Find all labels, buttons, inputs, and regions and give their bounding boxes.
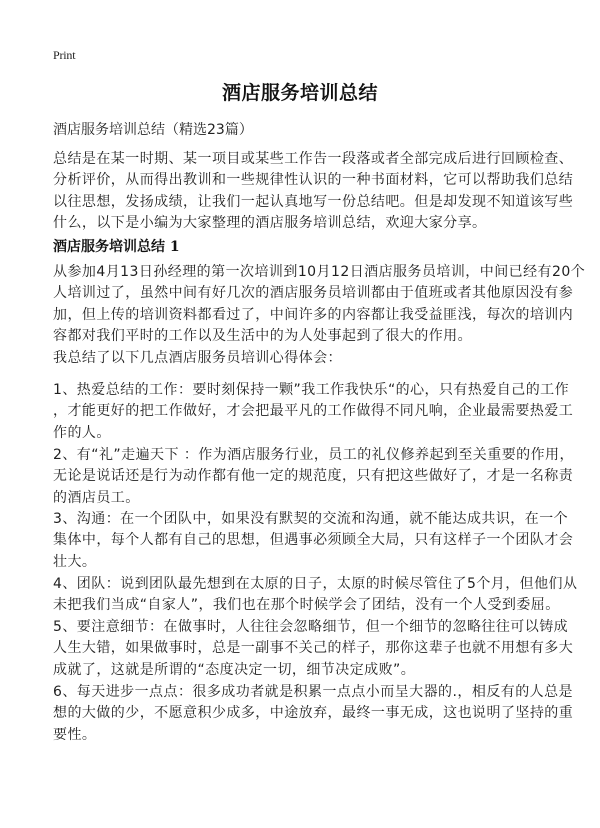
document-subtitle: 酒店服务培训总结（精选23篇） — [53, 122, 253, 138]
paragraph-line: 作的人。 — [53, 424, 111, 441]
paragraph-line: ，才能更好的把工作做好，才会把最平凡的工作做得不同凡响，企业最需要热爱工 — [53, 403, 574, 420]
paragraph-line: 3、沟通：在一个团队中，如果没有默契的交流和沟通，就不能达成共识，在一个 — [53, 511, 569, 527]
list-item-4 — [53, 574, 578, 617]
paragraph-line: 未把我们当成“自家人”，我们也在那个时候学会了团结，没有一个人受到委屈。 — [53, 597, 560, 614]
document-title: 酒店服务培训总结 — [221, 82, 378, 104]
paragraph-line: 的酒店员工。 — [53, 489, 140, 506]
paragraph-line: 无论是说话还是行为动作都有他一定的规范度，只有把这些做好了，才是一名称责 — [53, 468, 574, 485]
section-paragraph-experience — [53, 262, 586, 347]
paragraph-line: 人培训过了，虽然中间有好几次的酒店服务员培训都由于值班或者其他原因没有参 — [53, 285, 574, 302]
paragraph-line: 从参加4月13日孙经理的第一次培训到10月12日酒店服务员培训，中间已经有20个 — [53, 264, 586, 280]
paragraph-line: 我总结了以下几点酒店服务员培训心得体会： — [53, 350, 342, 366]
list-item-1 — [53, 380, 573, 444]
intro-paragraph — [53, 149, 573, 234]
paragraph-line: 人生大错，如果做事时，总是一副事不关己的样子，那你这辈子也就不用想有多大 — [53, 640, 574, 657]
paragraph-line: 6、每天进步一点点：很多成功者就是积累一点点小而呈大器的.，相反有的人总是 — [53, 684, 574, 700]
intro-line: 什么，以下是小编为大家整理的酒店服务培训总结，欢迎大家分享。 — [53, 214, 487, 231]
intro-line: 总结是在某一时期、某一项目或某些工作告一段落或者全部完成后进行回顾检查、 — [53, 151, 574, 167]
paragraph-line: 成就了，这就是所谓的“态度决定一切，细节决定成败”。 — [53, 661, 416, 678]
paragraph-line: 2、有“礼”走遍天下 ：作为酒店服务行业，员工的礼仪修养起到至关重要的作用， — [53, 447, 574, 463]
section-heading: 酒店服务培训总结 1 — [53, 239, 180, 255]
list-item-6 — [53, 682, 573, 746]
paragraph-line: 壮大。 — [53, 553, 97, 570]
paragraph-line: 要性。 — [53, 726, 97, 743]
section-paragraph-summary-intro — [53, 348, 573, 369]
paragraph-line: 集体中，每个人都有自己的思想，但遇事必须顾全大局，只有这样子一个团队才会 — [53, 532, 574, 549]
paragraph-line: 想的大做的少，不愿意积少成多，中途放弃，最终一事无成，这也说明了坚持的重 — [53, 705, 574, 722]
list-item-3 — [53, 509, 573, 573]
intro-line: 以往思想，发扬成绩，让我们一起认真地写一份总结吧。但是却发现不知道该写些 — [53, 193, 574, 210]
paragraph-line: 加，但上传的培训资料都看过了，中间许多的内容都让我受益匪浅，每次的培训内 — [53, 306, 574, 323]
paragraph-line: 1、热爱总结的工作：要时刻保持一颗”我工作我快乐“的心，只有热爱自己的工作 — [53, 382, 570, 398]
intro-line: 分析评价，从而得出教训和一些规律性认识的一种书面材料，它可以帮助我们总结 — [53, 172, 574, 189]
print-label[interactable]: Print — [53, 48, 76, 62]
paragraph-line: 5、要注意细节：在做事时，人往往会忽略细节，但一个细节的忽略往往可以铸成 — [53, 619, 569, 635]
paragraph-line: 4、团队：说到团队最先想到在太原的日子，太原的时候尽管住了5个月，但他们从 — [53, 576, 578, 592]
paragraph-line: 容都对我们平时的工作以及生活中的为人处事起到了很大的作用。 — [53, 327, 473, 344]
list-item-5 — [53, 617, 573, 681]
list-item-2 — [53, 445, 573, 509]
